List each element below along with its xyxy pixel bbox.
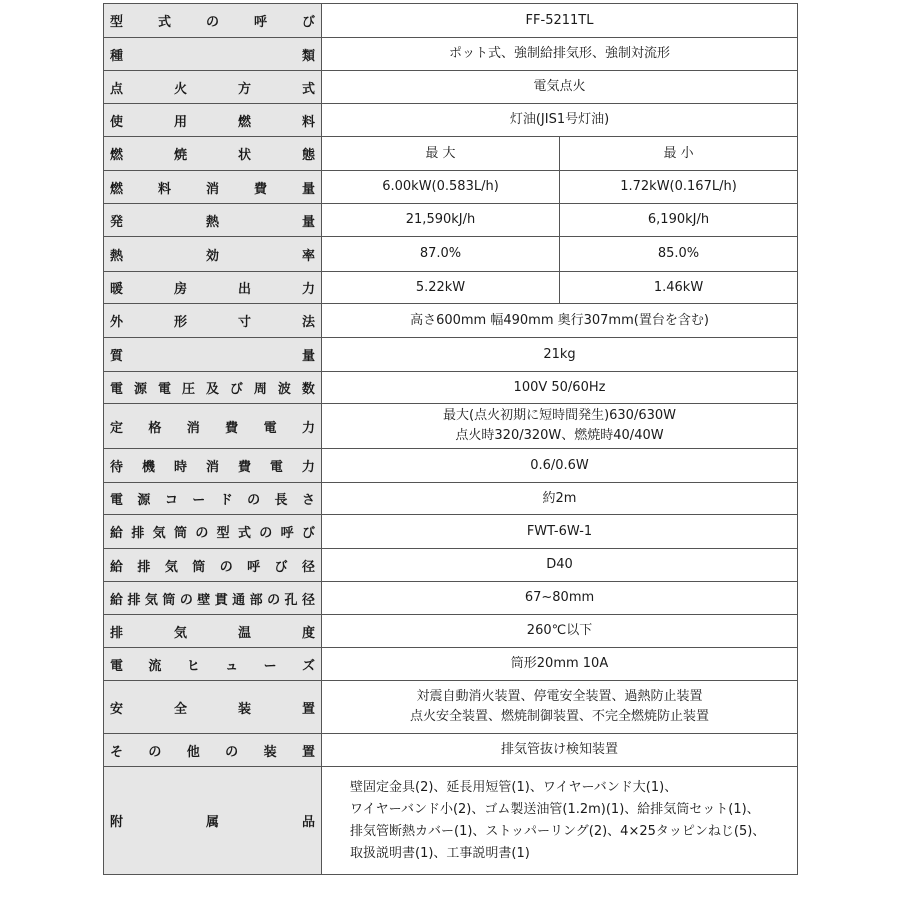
spec-row <box>104 71 798 104</box>
spec-row <box>104 483 798 515</box>
spec-row <box>104 767 798 875</box>
spec-label <box>104 681 322 734</box>
spec-label-text: 使 用 燃 料 <box>110 114 315 130</box>
spec-row <box>104 515 798 549</box>
spec-label <box>104 372 322 404</box>
spec-row <box>104 404 798 449</box>
spec-value-min: 1.72kW(0.167L/h) <box>560 171 798 204</box>
spec-label-text: 給 排 気 筒 の 呼 び 径 <box>110 559 315 575</box>
spec-row <box>104 38 798 71</box>
spec-label-text: 電 流 ヒ ュ ー ズ <box>110 658 315 674</box>
spec-label <box>104 104 322 137</box>
spec-label <box>104 648 322 681</box>
spec-row <box>104 104 798 137</box>
spec-value: 260℃以下 <box>322 615 798 648</box>
spec-label-text: 点 火 方 式 <box>110 81 315 97</box>
spec-label <box>104 137 322 171</box>
spec-label <box>104 615 322 648</box>
spec-row <box>104 137 798 171</box>
spec-value: 約2m <box>322 483 798 515</box>
spec-label <box>104 237 322 272</box>
spec-row <box>104 549 798 582</box>
spec-value-line: 対震自動消火装置、停電安全装置、過熱防止装置 <box>416 689 703 704</box>
spec-label-text: 発 熱 量 <box>110 214 315 230</box>
spec-label <box>104 272 322 304</box>
spec-label <box>104 549 322 582</box>
spec-value-line: 点火時320/320W、燃焼時40/40W <box>455 428 664 443</box>
spec-value-line: 排気管断熱カバー(1)、ストッパーリング(2)、4×25タッピンねじ(5)、 <box>350 823 766 839</box>
spec-label-text: 燃 料 消 費 量 <box>110 181 315 197</box>
spec-value-line: 点火安全装置、燃焼制御装置、不完全燃焼防止装置 <box>410 709 710 724</box>
spec-value: 100V 50/60Hz <box>322 372 798 404</box>
spec-value-min: 85.0% <box>560 237 798 272</box>
spec-value-max: 6.00kW(0.583L/h) <box>322 171 560 204</box>
spec-label <box>104 38 322 71</box>
spec-row <box>104 4 798 38</box>
spec-value: 21kg <box>322 338 798 372</box>
spec-label <box>104 449 322 483</box>
spec-value: FF-5211TL <box>322 4 798 38</box>
spec-value: 高さ600mm 幅490mm 奥行307mm(置台を含む) <box>322 304 798 338</box>
spec-value-line: 取扱説明書(1)、工事説明書(1) <box>350 845 530 861</box>
spec-value-min: 1.46kW <box>560 272 798 304</box>
spec-label <box>104 171 322 204</box>
spec-label-text: 附 属 品 <box>110 815 315 830</box>
spec-value: 電気点火 <box>322 71 798 104</box>
spec-row <box>104 304 798 338</box>
spec-value: D40 <box>322 549 798 582</box>
spec-value-max: 5.22kW <box>322 272 560 304</box>
spec-value <box>322 767 798 875</box>
spec-value-max: 21,590kJ/h <box>322 204 560 237</box>
spec-row <box>104 615 798 648</box>
spec-label-text: 種 類 <box>110 48 315 64</box>
spec-value <box>322 681 798 734</box>
spec-value-line: 最大(点火初期に短時間発生)630/630W <box>443 408 677 423</box>
spec-row <box>104 171 798 204</box>
spec-label-text: 給 排 気 筒 の 壁 貫 通 部 の 孔 径 <box>110 592 315 608</box>
spec-value-min: 6,190kJ/h <box>560 204 798 237</box>
spec-row <box>104 372 798 404</box>
spec-label <box>104 767 322 875</box>
spec-label <box>104 515 322 549</box>
spec-row <box>104 681 798 734</box>
spec-label <box>104 71 322 104</box>
spec-label-text: 安 全 装 置 <box>110 701 315 717</box>
spec-label-text: 待 機 時 消 費 電 力 <box>110 460 315 475</box>
spec-label-text: 熱 効 率 <box>110 248 315 264</box>
spec-label-text: 燃 焼 状 態 <box>110 148 315 163</box>
spec-label <box>104 338 322 372</box>
spec-value: 0.6/0.6W <box>322 449 798 483</box>
spec-label <box>104 734 322 767</box>
spec-row <box>104 204 798 237</box>
spec-label-text: 電 源 コ ー ド の 長 さ <box>110 493 315 508</box>
spec-value-line: ワイヤーバンド小(2)、ゴム製送油管(1.2m)(1)、給排気筒セット(1)、 <box>350 801 760 817</box>
spec-label-text: 型 式 の 呼 び <box>110 15 315 30</box>
spec-label <box>104 582 322 615</box>
spec-label-text: 排 気 温 度 <box>110 625 315 641</box>
spec-row <box>104 648 798 681</box>
spec-row <box>104 272 798 304</box>
spec-label-text: 外 形 寸 法 <box>110 315 315 330</box>
spec-row <box>104 582 798 615</box>
spec-label-text: 給 排 気 筒 の 型 式 の 呼 び <box>110 526 315 541</box>
spec-label-text: 暖 房 出 力 <box>110 282 315 297</box>
spec-row <box>104 734 798 767</box>
spec-label <box>104 204 322 237</box>
spec-value: 筒形20mm 10A <box>322 648 798 681</box>
spec-value-line: 壁固定金具(2)、延長用短管(1)、ワイヤーバンド大(1)、 <box>350 779 678 795</box>
spec-value: 排気管抜け検知装置 <box>322 734 798 767</box>
spec-value-min: 最 小 <box>560 137 798 171</box>
spec-value-max: 87.0% <box>322 237 560 272</box>
spec-label-text: そ の 他 の 装 置 <box>110 744 315 760</box>
spec-label <box>104 304 322 338</box>
spec-row <box>104 338 798 372</box>
spec-row <box>104 449 798 483</box>
spec-label-text: 電 源 電 圧 及 び 周 波 数 <box>110 382 315 397</box>
spec-label <box>104 483 322 515</box>
spec-value <box>322 404 798 449</box>
spec-value-max: 最 大 <box>322 137 560 171</box>
spec-value: ポット式、強制給排気形、強制対流形 <box>322 38 798 71</box>
spec-label <box>104 4 322 38</box>
spec-label <box>104 404 322 449</box>
spec-label-text: 定 格 消 費 電 力 <box>110 420 315 436</box>
spec-label-text: 質 量 <box>110 349 315 364</box>
spec-row <box>104 237 798 272</box>
spec-table <box>103 3 798 875</box>
spec-value: 67~80mm <box>322 582 798 615</box>
spec-value: FWT-6W-1 <box>322 515 798 549</box>
spec-value: 灯油(JIS1号灯油) <box>322 104 798 137</box>
